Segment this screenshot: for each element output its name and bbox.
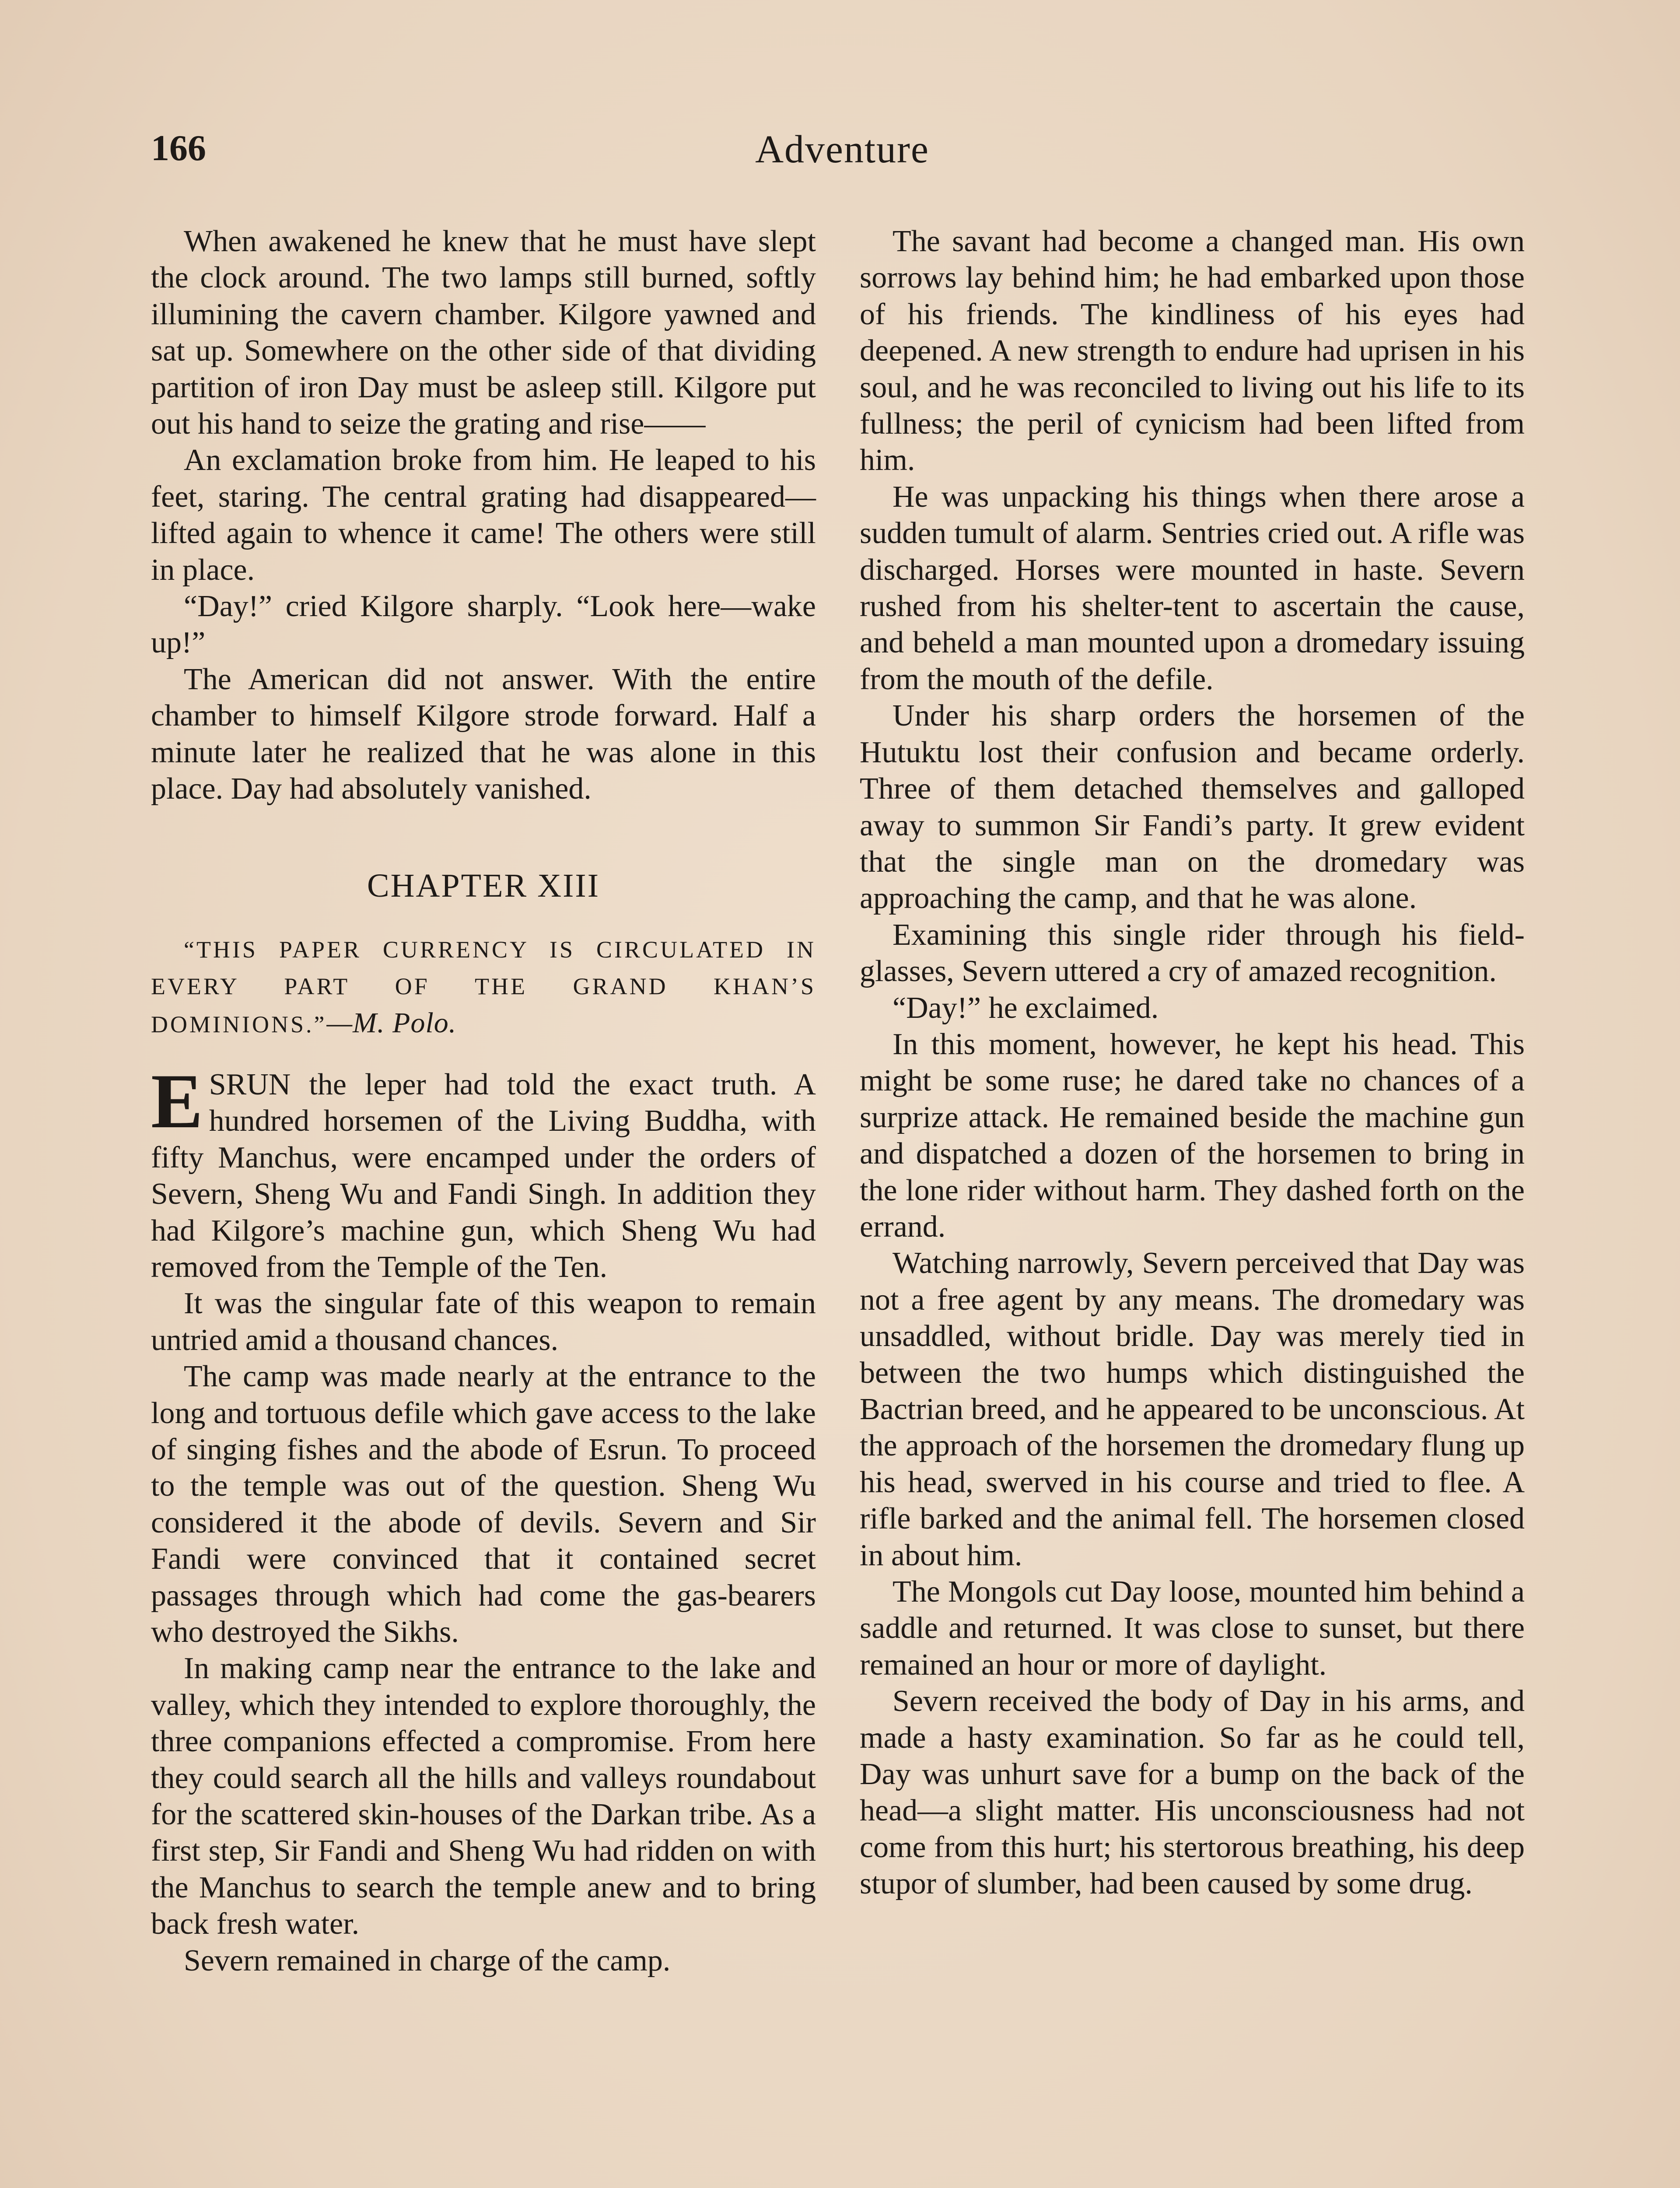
opening-paragraph — [151, 1057, 816, 1285]
paragraph: Examining this single rider through his field-glasses, Severn uttered a cry of amazed recognition. — [860, 918, 1525, 989]
paragraph: Under his sharp orders the horsemen of the Hutuktu lost their confusion and became orderly. Three of them detached themselves and galloped away to summon Sir Fandi’s party. It grew evident that the single man on the dromedary was approaching the camp, and that he was alone. — [860, 699, 1525, 915]
drop-cap: E — [151, 1057, 203, 1144]
paragraph: An exclamation broke from him. He leaped to his feet, staring. The central grating had disappeared—lifted again to whence it came! The others were still in place. — [151, 443, 816, 587]
paragraph: When awakened he knew that he must have slept the clock around. The two lamps still burned, softly illumining the cavern chamber. Kilgore yawned and sat up. Somewhere on the other side of that dividing partition of iron Day must be asleep still. Kilgore put out his hand to seize the grating and rise—— — [151, 224, 816, 441]
page-header — [151, 127, 1533, 188]
epigraph-text: “THIS PAPER CURRENCY IS CIRCULATED IN EVERY PART OF THE GRAND KHAN’S DOMINIONS.” — [151, 936, 816, 1038]
paragraph: The savant had become a changed man. His own sorrows lay behind him; he had embarked upon those of his friends. The kindliness of his eyes had deepened. A new strength to endure had uprisen in his soul, and he was reconciled to living out his life to its fullness; the peril of cynicism had been lifted from him. — [860, 224, 1525, 477]
paragraph: Watching narrowly, Severn perceived that Day was not a free agent by any means. The dromedary was unsaddled, without bridle. Day was merely tied in between the two humps which distinguished the Bactrian breed, and he appeared to be unconscious. At the approach of the horsemen the dromedary flung up his head, swerved in his course and tried to flee. A rifle barked and the animal fell. The horsemen closed in about him. — [860, 1246, 1525, 1572]
paragraph: The American did not answer. With the entire chamber to himself Kilgore strode forward. Half a minute later he realized that he was alone in this place. Day had absolutely vanished. — [151, 662, 816, 806]
left-column — [151, 223, 816, 1979]
page-number: 166 — [151, 128, 206, 168]
paragraph: It was the singular fate of this weapon to remain untried amid a thousand chances. — [151, 1287, 816, 1357]
epigraph-attribution: —M. Polo. — [326, 1006, 457, 1039]
chapter-heading: CHAPTER XIII — [367, 867, 600, 904]
paragraph: He was unpacking his things when there arose a sudden tumult of alarm. Sentries cried out. A rifle was discharged. Horses were mounted in haste. Severn rushed from his shelter-tent to ascertain the cause, and beheld a man mounted upon a dromedary issuing from the mouth of the defile. — [860, 480, 1525, 696]
paragraph: “Day!” cried Kilgore sharply. “Look here—wake up!” — [151, 589, 816, 660]
paragraph: The camp was made nearly at the entrance to the long and tortuous defile which gave access to the lake of singing fishes and the abode of Esrun. To proceed to the temple was out of the question. Sheng Wu considered it the abode of devils. Severn and Sir Fandi were convinced that it contained secret passages through which had come the gas-bearers who destroyed the Sikhs. — [151, 1360, 816, 1649]
opening-paragraph-text: SRUN the leper had told the exact truth. A hundred horsemen of the Living Buddha, with fifty Manchus, were encamped under the orders of Severn, Sheng Wu and Fandi Singh. In addition they had Kilgore’s machine gun, which Sheng Wu had removed from the Temple of the Ten. — [151, 1067, 816, 1284]
right-column — [860, 223, 1525, 1902]
paragraph: “Day!” he exclaimed. — [892, 991, 1159, 1025]
epigraph — [151, 931, 816, 1043]
paragraph: Severn received the body of Day in his arms, and made a hasty examination. So far as he could tell, Day was unhurt save for a bump on the back of the head—a slight matter. His unconsciousness had not come from this hurt; his stertorous breathing, his deep stupor of slumber, had been caused by some drug. — [860, 1684, 1525, 1901]
paragraph: In making camp near the entrance to the lake and valley, which they intended to explore thoroughly, the three companions effected a compromise. From here they could search all the hills and valleys roundabout for the scattered skin-houses of the Darkan tribe. As a first step, Sir Fandi and Sheng Wu had ridden on with the Manchus to search the temple anew and to bring back fresh water. — [151, 1652, 816, 1941]
running-title: Adventure — [755, 128, 929, 171]
paragraph: The Mongols cut Day loose, mounted him behind a saddle and returned. It was close to sunset, but there remained an hour or more of daylight. — [860, 1575, 1525, 1682]
paragraph: In this moment, however, he kept his head. This might be some ruse; he dared take no chances of a surprize attack. He remained beside the machine gun and dispatched a dozen of the horsemen to bring in the lone rider without harm. They dashed forth on the errand. — [860, 1027, 1525, 1244]
paragraph: Severn remained in charge of the camp. — [184, 1943, 671, 1978]
